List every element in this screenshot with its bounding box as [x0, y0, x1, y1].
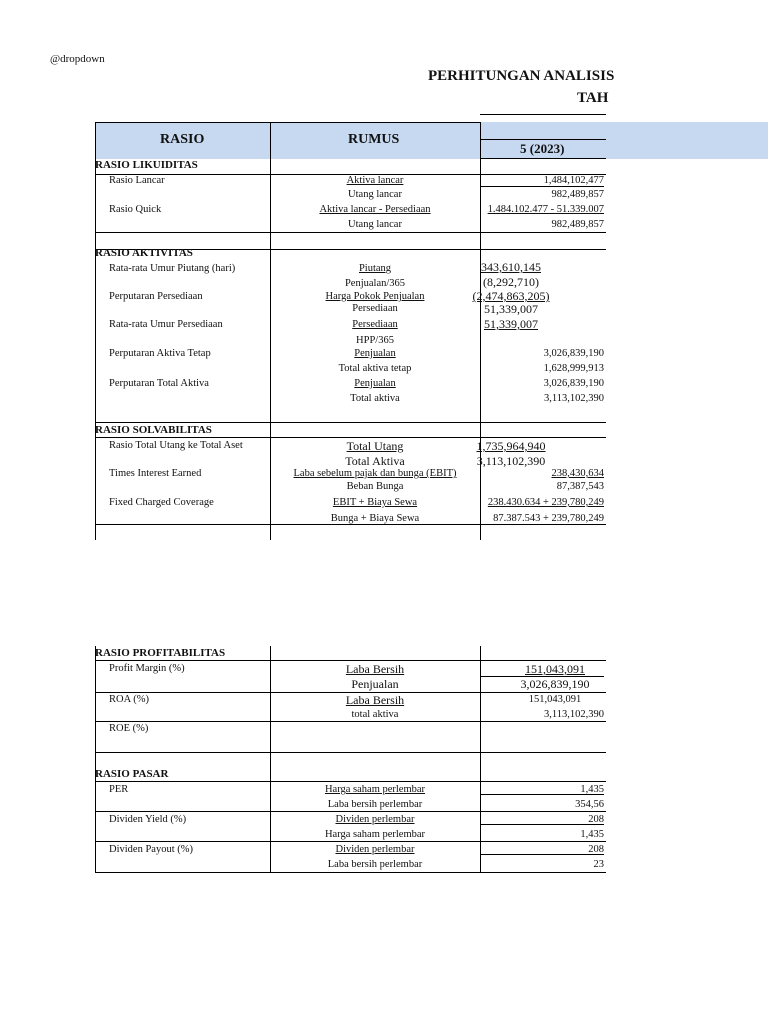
row-name: ROA (%) [109, 694, 149, 705]
value-denominator: 51,339,007 [484, 302, 538, 316]
formula-numerator: EBIT + Biaya Sewa [332, 497, 418, 508]
row-name: PER [109, 784, 129, 795]
formula-denominator: Utang lancar [348, 219, 402, 230]
formula-numerator: Laba Bersih [345, 662, 405, 676]
value-numerator: 1,735,964,940 [476, 439, 546, 453]
formula-numerator: Persediaan [352, 319, 398, 330]
value-numerator: 343,610,145 [481, 260, 541, 274]
value-numerator: 151,043,091 [525, 662, 585, 676]
formula-numerator: Harga saham perlembar [324, 784, 426, 795]
value-denominator: 3,113,102,390 [544, 393, 604, 404]
formula-denominator: Penjualan [351, 677, 399, 691]
value-denominator: 3,026,839,190 [520, 677, 590, 691]
formula-denominator: Persediaan [352, 303, 398, 314]
page-title: PERHITUNGAN ANALISIS [428, 68, 615, 84]
row-name: Rasio Quick [109, 204, 162, 215]
row-name: Perputaran Total Aktiva [109, 378, 209, 389]
row-name: Fixed Charged Coverage [109, 497, 214, 508]
watermark-text: @dropdown [50, 53, 105, 65]
value-numerator: (2,474,863,205) [472, 289, 550, 303]
value-numerator: 151,043,091 [528, 694, 582, 705]
value-numerator: 51,339,007 [484, 317, 538, 331]
row-name: Rata-rata Umur Piutang (hari) [109, 263, 236, 274]
value-numerator: 208 [588, 844, 604, 855]
value-denominator: 23 [593, 859, 604, 870]
value-denominator: 982,489,857 [551, 219, 604, 230]
value-denominator: 3,113,102,390 [544, 709, 604, 720]
formula-numerator: Total Utang [346, 439, 404, 453]
page-subtitle: TAH [577, 90, 609, 106]
formula-numerator: Dividen perlembar [335, 814, 415, 825]
section-profitabilitas: RASIO PROFITABILITAS [95, 647, 226, 659]
value-numerator: 208 [588, 814, 604, 825]
section-aktivitas: RASIO AKTIVITAS [95, 247, 193, 259]
formula-denominator: total aktiva [351, 709, 399, 720]
formula-denominator: Penjualan/365 [344, 278, 406, 289]
formula-denominator: Laba bersih perlembar [327, 799, 423, 810]
value-denominator: (8,292,710) [483, 275, 539, 289]
formula-numerator: Aktiva lancar [346, 175, 404, 186]
divider [480, 114, 606, 115]
formula-denominator: Harga saham perlembar [324, 829, 426, 840]
formula-numerator: Laba sebelum pajak dan bunga (EBIT) [293, 468, 457, 479]
formula-denominator: Total aktiva tetap [338, 363, 412, 374]
value-numerator: 3,026,839,190 [543, 348, 604, 359]
formula-denominator: Laba bersih perlembar [327, 859, 423, 870]
row-name: Dividen Payout (%) [109, 844, 193, 855]
row-name: Perputaran Persediaan [109, 291, 203, 302]
formula-denominator: Total Aktiva [345, 454, 405, 468]
formula-denominator: Bunga + Biaya Sewa [330, 513, 420, 524]
value-denominator: 87.387.543 + 239,780,249 [493, 513, 604, 524]
formula-numerator: Penjualan [354, 348, 396, 359]
formula-denominator: Utang lancar [348, 189, 402, 200]
formula-numerator: Harga Pokok Penjualan [325, 291, 425, 302]
row-name: Dividen Yield (%) [109, 814, 187, 825]
ratio-table-upper [95, 159, 606, 540]
column-header-rumus: RUMUS [348, 132, 400, 147]
value-numerator: 1.484.102.477 - 51.339.007 [487, 204, 604, 215]
formula-numerator: Aktiva lancar - Persediaan [319, 204, 431, 215]
value-numerator: 238.430.634 + 239,780,249 [487, 497, 604, 508]
table-header [95, 122, 606, 159]
value-denominator: 87,387,543 [556, 481, 604, 492]
row-name: ROE (%) [109, 723, 149, 734]
value-numerator: 1,484,102,477 [543, 175, 604, 186]
row-name: Rasio Lancar [109, 175, 165, 186]
value-denominator: 1,628,999,913 [543, 363, 604, 374]
value-denominator: 354,56 [575, 799, 604, 810]
ratio-table-lower [95, 646, 606, 873]
formula-denominator: Beban Bunga [346, 481, 404, 492]
formula-denominator: Total aktiva [350, 393, 400, 404]
row-name: Perputaran Aktiva Tetap [109, 348, 211, 359]
value-denominator: 3,113,102,390 [476, 454, 546, 468]
row-name: Times Interest Earned [109, 468, 202, 479]
value-numerator: 238,430,634 [551, 468, 604, 479]
formula-numerator: Dividen perlembar [335, 844, 415, 855]
row-name: Rata-rata Umur Persediaan [109, 319, 223, 330]
value-numerator: 3,026,839,190 [543, 378, 604, 389]
formula-numerator: Laba Bersih [345, 693, 405, 707]
section-likuiditas: RASIO LIKUIDITAS [95, 159, 198, 171]
column-header-rasio: RASIO [160, 132, 205, 147]
formula-denominator: HPP/365 [356, 335, 394, 346]
formula-numerator: Penjualan [354, 378, 396, 389]
section-pasar: RASIO PASAR [95, 768, 169, 780]
formula-numerator: Piutang [358, 263, 392, 274]
row-name: Rasio Total Utang ke Total Aset [109, 440, 243, 451]
value-numerator: 1,435 [580, 784, 604, 795]
value-denominator: 982,489,857 [551, 189, 604, 200]
value-denominator: 1,435 [580, 829, 604, 840]
row-name: Profit Margin (%) [109, 663, 185, 674]
section-solvabilitas: RASIO SOLVABILITAS [95, 424, 212, 436]
column-header-year: 5 (2023) [520, 141, 565, 156]
